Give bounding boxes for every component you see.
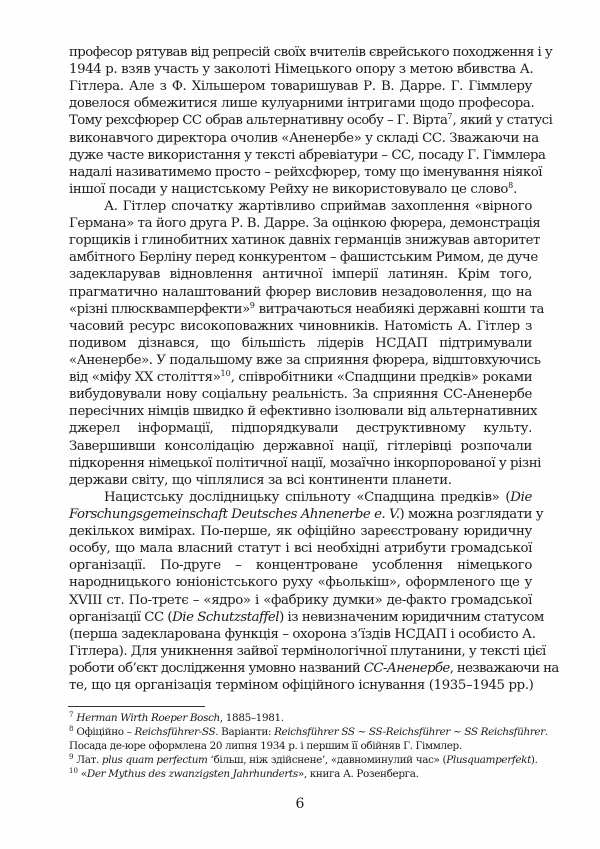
text-line bbox=[69, 249, 538, 266]
text-run: джерел інформації, підпорядкували деструктивному культу. bbox=[69, 421, 532, 437]
text-line bbox=[69, 78, 532, 95]
text-line bbox=[69, 44, 553, 61]
footnote-marker: 8 bbox=[508, 180, 514, 190]
text-run: вибудовували нову соціальну реальність. За сприяння СС-Аненербе bbox=[69, 387, 532, 403]
text-run: надалі називатимемо просто – рейхсфюрер, тому що іменування ніякої bbox=[69, 164, 543, 180]
text-run: », книга А. Розенберга. bbox=[297, 768, 419, 780]
text-run: організації. По-друге – концентроване усоблення німецького bbox=[69, 558, 532, 574]
text-line bbox=[69, 540, 532, 557]
footnote-line bbox=[69, 753, 538, 767]
text-run: Лат. bbox=[73, 754, 102, 766]
text-line bbox=[69, 523, 532, 540]
text-line bbox=[69, 164, 543, 181]
body-text bbox=[69, 44, 559, 694]
text-line bbox=[69, 386, 532, 403]
footnote-marker: 10 bbox=[69, 767, 78, 775]
text-run: А. Гітлер спочатку жартівливо сприймав захоплення «вірного bbox=[104, 198, 532, 214]
italic-text: Reichsführer-SS bbox=[134, 726, 216, 738]
text-line bbox=[69, 506, 544, 523]
text-run: підкорення німецької політичної нації, мозаїчно інкорпорованої у різні bbox=[69, 455, 541, 471]
text-run: « bbox=[77, 768, 87, 780]
text-line bbox=[69, 369, 532, 386]
footnote-line bbox=[69, 767, 532, 781]
text-line bbox=[69, 489, 532, 506]
text-run: XVIII ст. По-третє – «ядро» і «фабрику думки» де-факто громадської bbox=[69, 592, 532, 608]
text-run: Нацистську дослідницьку спільноту «Спадщина предків» ( bbox=[104, 489, 511, 505]
text-run: те, що ця організація терміном офіційного існування (1935–1945 рр.) bbox=[69, 678, 534, 694]
page-number: 6 bbox=[295, 796, 305, 812]
text-run: організації СС ( bbox=[69, 609, 173, 625]
italic-text: Herman Wirth Roeper Bosch bbox=[76, 712, 220, 724]
text-run: . bbox=[544, 726, 548, 738]
text-run: (перша задекларована функція – охорона з’їздів НСДАП і особисто А. bbox=[69, 626, 536, 642]
italic-text: Reichsführer SS ~ SS-Reichsführer ~ SS Reichsführer bbox=[274, 726, 545, 738]
footnote-marker: 7 bbox=[447, 112, 453, 122]
text-line bbox=[69, 660, 559, 677]
text-run: професор рятував від репресій своїх вчителів єврейського походження і у bbox=[69, 45, 553, 60]
italic-text: СС-Аненербе bbox=[363, 660, 450, 676]
text-run: від «міфу ХХ століття» bbox=[69, 370, 221, 386]
text-run: виконавчого директора очолив «Аненербе» у складі СС. Зважаючи на bbox=[69, 130, 539, 146]
text-run: іншої посади у нацистському Рейху не використовувало це слово bbox=[69, 181, 509, 197]
text-run: довелося обмежитися лише кулуарними інтригами щодо професора. bbox=[69, 96, 535, 112]
text-run: амбітного Берліну перед конкурентом – фашистським Римом, де дуче bbox=[69, 250, 538, 266]
text-line bbox=[69, 352, 541, 369]
text-run: , 1885–1981. bbox=[219, 712, 284, 724]
text-line bbox=[69, 592, 532, 609]
text-line bbox=[69, 147, 546, 164]
text-run: часовий ресурс високоповажних чиновників. Натомість А. Гітлер з bbox=[69, 318, 532, 334]
text-run: ). bbox=[530, 754, 538, 766]
text-run: ) можна розглядати у bbox=[399, 506, 544, 522]
footnote-line bbox=[69, 711, 532, 725]
text-run: Офіційно – bbox=[73, 726, 135, 738]
text-run: 1944 р. взяв участь у заколоті Німецького опору з метою вбивства А. bbox=[69, 62, 534, 78]
text-line bbox=[69, 574, 532, 591]
text-run: Завершивши консолідацію державної нації, гітлерівці розпочали bbox=[69, 438, 532, 454]
text-line bbox=[69, 181, 532, 198]
text-run: горщиків і глинобитних хатинок давніх германців знижував авторитет bbox=[69, 233, 540, 249]
text-line bbox=[69, 95, 535, 112]
text-line bbox=[69, 300, 544, 318]
text-line bbox=[69, 438, 532, 455]
text-line bbox=[69, 403, 538, 420]
text-run: декількох вимірах. По-перше, як офіційно зареєстровану юридичну bbox=[69, 524, 532, 540]
footnote-divider bbox=[68, 706, 205, 707]
italic-text: Der Mythus des zwanzigsten Jahrhunderts bbox=[86, 768, 298, 780]
text-run: особу, що мала власний статут і всі необхідні атрибути громадської bbox=[69, 541, 532, 557]
text-run: Тому рехсфюрер СС обрав альтернативну особу – Г. Вірта bbox=[69, 113, 448, 129]
footnote-line bbox=[69, 725, 548, 739]
text-line bbox=[69, 472, 532, 489]
text-line bbox=[69, 455, 541, 472]
text-line bbox=[69, 626, 536, 643]
footnote-line bbox=[69, 739, 532, 753]
text-line bbox=[69, 335, 532, 352]
text-run: народницького юніоністського руху «фьолькіш», оформленого ще у bbox=[69, 575, 532, 591]
text-line bbox=[69, 130, 539, 147]
text-line bbox=[69, 609, 544, 626]
text-run: прагматично налаштований фюрер висловив незадоволення, що на bbox=[69, 284, 532, 300]
text-line bbox=[69, 112, 553, 129]
text-line bbox=[69, 420, 532, 437]
italic-text: Forschungsgemeinschaft Deutsches Ahnenerbe e. V. bbox=[69, 506, 400, 522]
text-line bbox=[69, 215, 541, 232]
footnote-marker: 8 bbox=[69, 725, 74, 733]
text-run: Посада де-юре оформлена 20 липня 1934 р. і першим її обійняв Г. Гіммлер. bbox=[69, 740, 462, 752]
footnotes bbox=[69, 711, 548, 781]
text-run: . bbox=[513, 181, 518, 197]
text-run: Гітлера). Для уникнення зайвої термінологічної плутанини, у тексті цієї bbox=[69, 643, 546, 659]
text-run: подивом дізнався, що більшість лідерів НСДАП підтримували bbox=[69, 335, 532, 351]
text-line bbox=[69, 677, 532, 694]
text-line bbox=[69, 284, 532, 301]
text-line bbox=[69, 557, 532, 574]
text-run: , який у статусі bbox=[452, 113, 553, 129]
italic-text: Die bbox=[510, 489, 532, 505]
text-line bbox=[69, 198, 532, 215]
text-run: «різні плюсквамперфекти» bbox=[69, 301, 250, 317]
text-run: задекларував відновлення античної імперії латинян. Крім того, bbox=[69, 267, 532, 283]
text-line bbox=[69, 232, 540, 249]
text-run: . Варіанти: bbox=[215, 726, 275, 738]
text-run: «Аненербе». У подальшому вже за сприяння фюрера, відштовхуючись bbox=[69, 352, 541, 368]
italic-text: Plusquamperfekt bbox=[446, 754, 531, 766]
text-run: держави світу, що чіплялися за всі континенти планети. bbox=[69, 472, 452, 488]
text-run: Германа» та його друга Р. В. Дарре. За оцінкою фюрера, демонстрація bbox=[69, 216, 541, 232]
text-line bbox=[69, 643, 546, 660]
text-run: , співробітники «Спадщини предків» роками bbox=[230, 370, 533, 386]
text-line bbox=[69, 266, 532, 283]
italic-text: Die Schutzstaffel bbox=[172, 609, 280, 625]
text-run: дуже часте використання у тексті абревіатури – СС, посаду Г. Гіммлера bbox=[69, 147, 546, 163]
footnote-marker: 9 bbox=[69, 753, 74, 761]
footnote-marker: 7 bbox=[69, 711, 74, 719]
text-run: , незважаючи на bbox=[449, 660, 559, 676]
text-line bbox=[69, 61, 532, 78]
text-run: витрачаються неабиякі державні кошти та bbox=[254, 301, 544, 317]
footnote-marker: 9 bbox=[249, 300, 255, 310]
footnote-marker: 10 bbox=[220, 369, 231, 379]
text-run: пересічних німців швидко й ефективно ізолювали від альтернативних bbox=[69, 404, 538, 420]
text-run: ‘більш, ніж здійснене’, «давноминулий час» ( bbox=[207, 754, 447, 766]
text-run: Гітлера. Але з Ф. Хільшером товаришував Р. В. Дарре. Г. Гіммлеру bbox=[69, 79, 532, 95]
italic-text: plus quam perfectum bbox=[101, 754, 208, 766]
text-run: роботи об’єкт дослідження умовно названий bbox=[69, 660, 364, 676]
text-run: ) із невизначеним юридичним статусом bbox=[279, 609, 544, 625]
text-line bbox=[69, 318, 532, 335]
